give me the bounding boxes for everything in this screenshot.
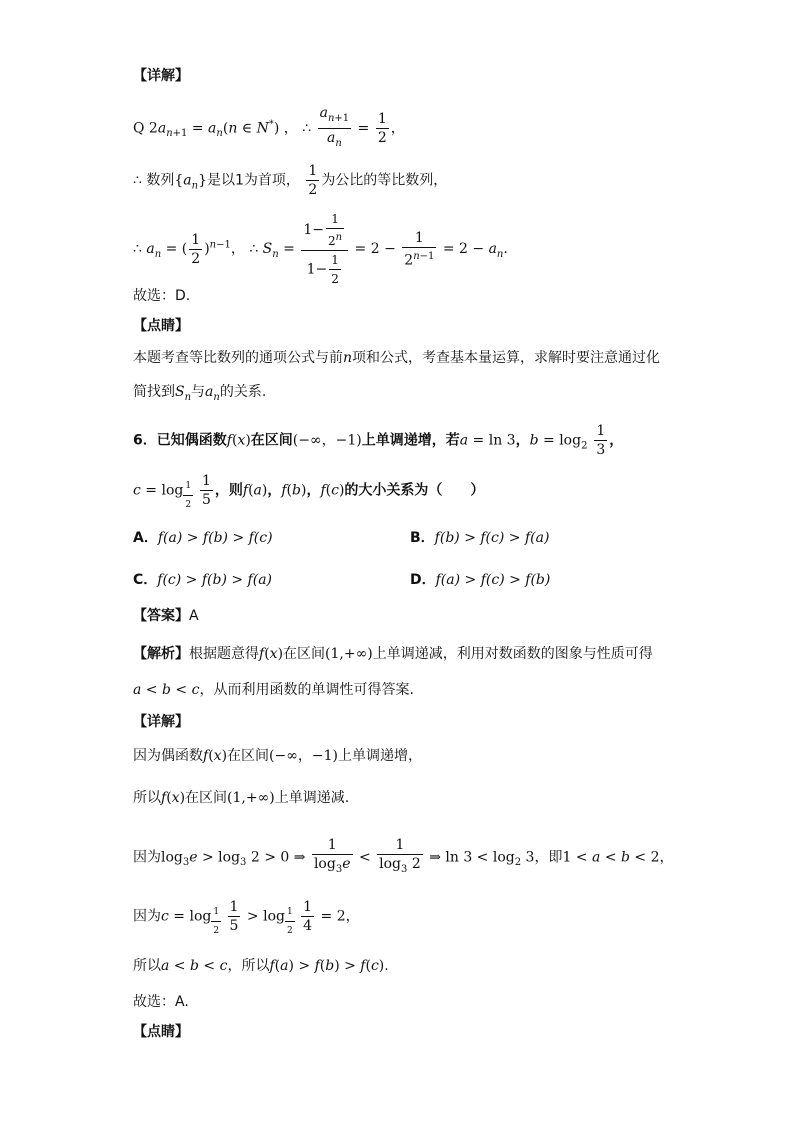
point-heading-2: 【点睛】 xyxy=(133,1024,189,1040)
detail-line5: 所以a < b < c，所以f(a) > f(b) > f(c). xyxy=(133,958,389,974)
answer-line: 【答案】A xyxy=(133,608,199,624)
point-heading-1: 【点睛】 xyxy=(133,318,189,334)
option-d: D．f(a) > f(c) > f(b) xyxy=(410,572,551,588)
option-c: C．f(c) > f(b) > f(a) xyxy=(133,572,273,588)
question-6-stem-line1: 6．已知偶函数f(x)在区间(−∞，−1)上单调递增，若a = ln 3，$b = \log_2$ $\frac{1}{3}$ ， xyxy=(133,423,624,458)
point-text-line2: 简找到$S_n$与$a_n$的关系. xyxy=(133,384,267,403)
math-line-geometric: ∴ 数列$\{a_n\}$是以1为首项， $\frac{1}{2}$ 为公比的等比数列， xyxy=(133,163,448,198)
choose-a: 故选：A. xyxy=(133,994,189,1010)
analysis-line2: a < b < c，从而利用函数的单调性可得答案. xyxy=(133,682,414,698)
detail-line4: 因为c = log $_{\frac{1}{2}}$ $\frac{1}{5}$ > log $_{\frac{1}{2}}$ $\frac{1}{4}$ = 2， xyxy=(133,899,360,936)
option-b: B．f(b) > f(c) > f(a) xyxy=(410,530,550,546)
point-text-line1: 本题考查等比数列的通项公式与前n项和公式，考查基本量运算，求解时要注意通过化 xyxy=(133,350,661,366)
detail-heading-2: 【详解】 xyxy=(133,714,189,730)
detail-heading-1: 【详解】 xyxy=(133,68,189,84)
option-a: A．f(a) > f(b) > f(c) xyxy=(133,530,273,546)
detail-line1: 因为偶函数f(x)在区间(−∞，−1)上单调递增， xyxy=(133,748,422,764)
detail-line3: 因为$\log_3e > \log_3 2 > 0$ ⇒ $\frac{1}{\log_3e}$ < $\frac{1}{\log_3 2}$ ⇒ $\ln 3 < \log_2 3$，即1 < a < b < 2， xyxy=(133,837,674,875)
question-6-stem-line2: c = log $_{\frac{1}{2}}$ $\frac{1}{5}$ ，则f(a)，f(b)，f(c)的大小关系为（ ） xyxy=(133,473,485,510)
detail-line2: 所以f(x)在区间(1,+∞)上单调递减. xyxy=(133,790,350,806)
math-line-sum: ∴ $a_n$ = ( $\frac{1}{2}$ )$^{n-1}$， ∴ $S_n$ = 1− $\frac{1}{2^n}$ 1− $\frac{1}{2}$ = 2 − $\frac{1}{2^{n-1}}$ = $2 - a_n$. xyxy=(133,212,508,286)
math-line-recurrence: Q $2a_{n+1} = a_n(n$ ∈ N*) ， ∴ $\frac{a_{n+1}}{a_n}$ = $\frac{1}{2}$ ， xyxy=(133,105,405,149)
analysis-line1: 【解析】根据题意得f(x)在区间(1,+∞)上单调递减，利用对数函数的图象与性质可得 xyxy=(133,646,653,662)
choose-d: 故选：D. xyxy=(133,288,191,304)
